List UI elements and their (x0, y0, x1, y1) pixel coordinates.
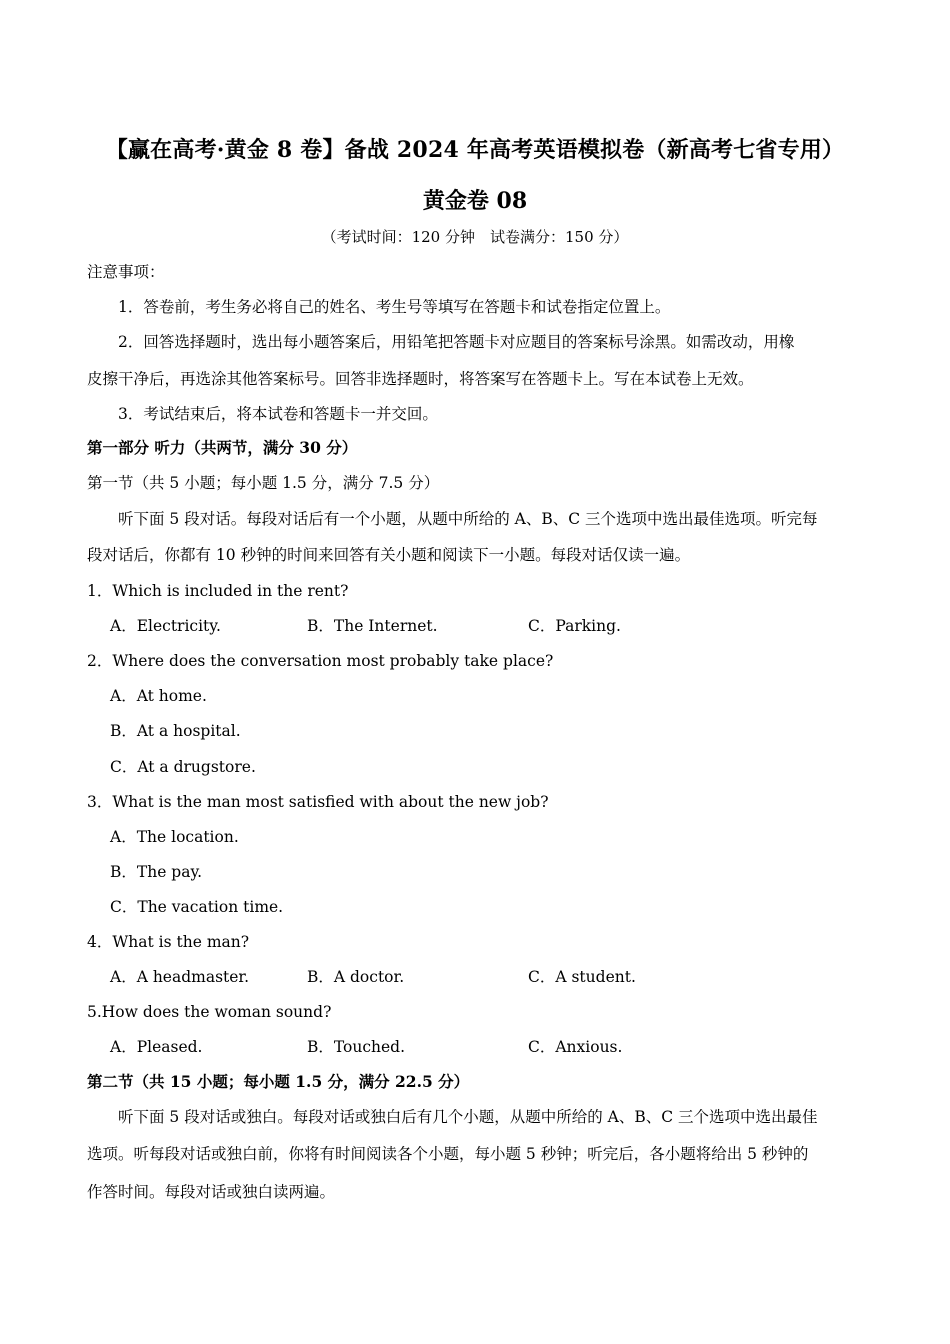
question-2-option-a: A．At home. (110, 687, 207, 705)
section2-instructions-line-3: 作答时间。每段对话或独白读两遍。 (87, 1183, 336, 1201)
question-1-stem: 1．Which is included in the rent? (87, 582, 349, 600)
question-5-option-b: B．Touched. (307, 1038, 406, 1056)
part1-heading: 第一部分 听力（共两节，满分 30 分） (87, 438, 358, 457)
notes-item-3: 3．考试结束后，将本试卷和答题卡一并交回。 (118, 405, 438, 423)
question-5-option-c: C．Anxious. (528, 1038, 623, 1056)
question-3-stem: 3．What is the man most satisfied with about the new job? (87, 793, 549, 811)
exam-title: 【赢在高考·黄金 8 卷】备战 2024 年高考英语模拟卷（新高考七省专用） (105, 137, 845, 163)
section2-instructions-line-2: 选项。听每段对话或独白前，你将有时间阅读各个小题，每小题 5 秒钟；听完后，各小题将给出 5 秒钟的 (87, 1145, 809, 1163)
question-2-option-c: C．At a drugstore. (110, 758, 256, 776)
question-2-stem: 2．Where does the conversation most probably take place? (87, 652, 554, 670)
exam-info: （考试时间：120 分钟 试卷满分：150 分） (321, 228, 629, 246)
question-4-option-b: B．A doctor. (307, 968, 405, 986)
section2-instructions-line-1: 听下面 5 段对话或独白。每段对话或独白后有几个小题，从题中所给的 A、B、C 三个选项中选出最佳 (118, 1108, 818, 1126)
question-2-option-b: B．At a hospital. (110, 722, 241, 740)
question-1-option-b: B．The Internet. (307, 617, 438, 635)
notes-heading: 注意事项： (87, 263, 165, 281)
question-4-stem: 4．What is the man? (87, 933, 250, 951)
question-4-option-c: C．A student. (528, 968, 636, 986)
question-5-stem: 5.How does the woman sound? (87, 1003, 332, 1021)
question-5-option-a: A．Pleased. (110, 1038, 203, 1056)
question-3-option-c: C．The vacation time. (110, 898, 284, 916)
exam-subtitle: 黄金卷 08 (422, 188, 528, 214)
question-3-option-b: B．The pay. (110, 863, 203, 881)
section2-heading: 第二节（共 15 小题；每小题 1.5 分，满分 22.5 分） (87, 1072, 470, 1091)
notes-item-2-line-2: 皮擦干净后，再选涂其他答案标号。回答非选择题时，将答案写在答题卡上。写在本试卷上无效。 (87, 370, 754, 388)
question-1-option-a: A．Electricity. (110, 617, 221, 635)
notes-item-1: 1．答卷前，考生务必将自己的姓名、考生号等填写在答题卡和试卷指定位置上。 (118, 298, 671, 316)
notes-item-2-line-1: 2．回答选择题时，选出每小题答案后，用铅笔把答题卡对应题目的答案标号涂黑。如需改动，用橡 (118, 333, 795, 351)
question-4-option-a: A．A headmaster. (110, 968, 250, 986)
question-3-option-a: A．The location. (110, 828, 239, 846)
question-1-option-c: C．Parking. (528, 617, 621, 635)
section1-instructions-line-2: 段对话后，你都有 10 秒钟的时间来回答有关小题和阅读下一小题。每段对话仅读一遍。 (87, 546, 691, 564)
section1-instructions-line-1: 听下面 5 段对话。每段对话后有一个小题，从题中所给的 A、B、C 三个选项中选出最佳选项。听完每 (118, 510, 818, 528)
section1-heading: 第一节（共 5 小题；每小题 1.5 分，满分 7.5 分） (87, 474, 440, 492)
